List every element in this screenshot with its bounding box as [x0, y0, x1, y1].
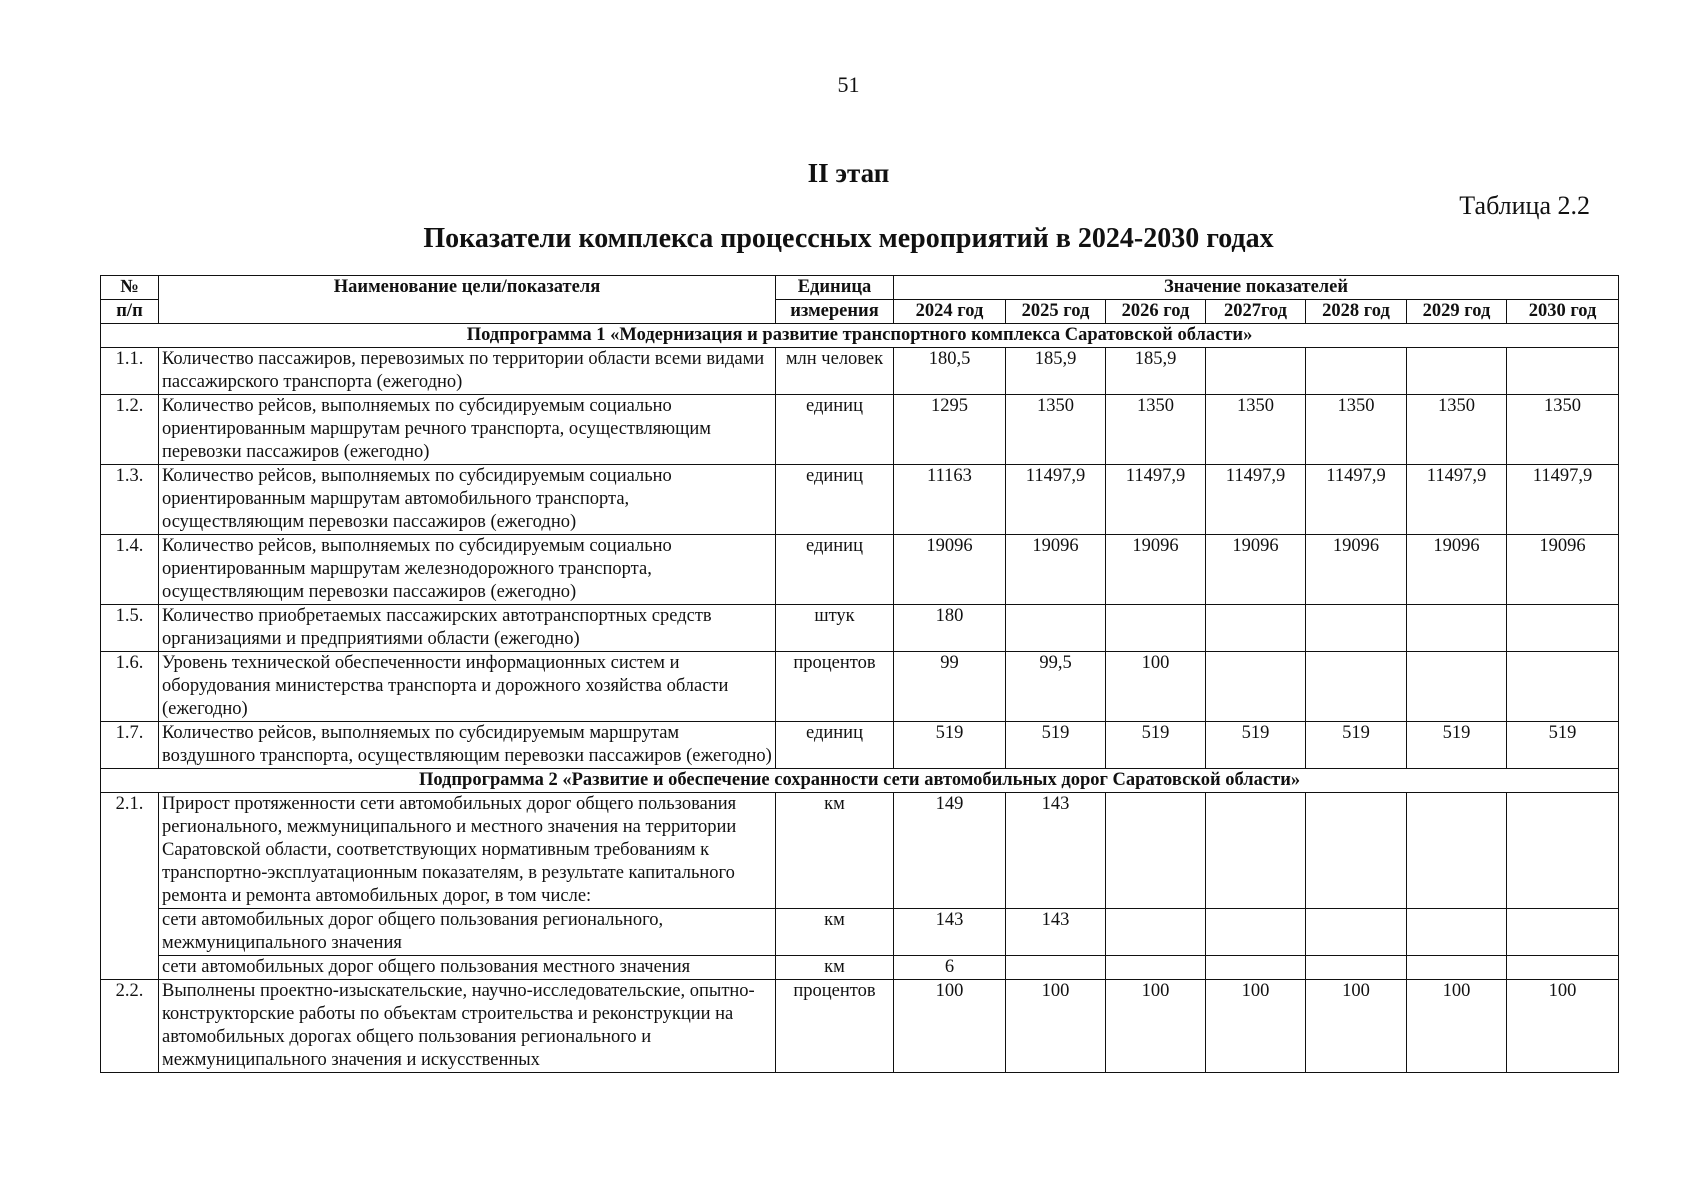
unit-cell: единиц: [776, 465, 894, 535]
value-cell: [1106, 909, 1206, 956]
unit-cell: процентов: [776, 652, 894, 722]
value-cell: 11497,9: [1206, 465, 1306, 535]
value-cell: 100: [1106, 652, 1206, 722]
value-cell: [1306, 605, 1407, 652]
value-cell: 19096: [1106, 535, 1206, 605]
row-number: 1.7.: [101, 722, 159, 769]
header-year: 2027год: [1206, 300, 1306, 324]
value-cell: 180: [894, 605, 1006, 652]
value-cell: 519: [1206, 722, 1306, 769]
row-number: 1.5.: [101, 605, 159, 652]
subprogram-row: [101, 324, 1619, 348]
value-cell: 1350: [1306, 395, 1407, 465]
subprogram-title: Подпрограмма 1 «Модернизация и развитие транспортного комплекса Саратовской области»: [101, 324, 1619, 348]
value-cell: [1206, 909, 1306, 956]
subprogram-row: [101, 769, 1619, 793]
value-cell: 1350: [1507, 395, 1619, 465]
indicator-name: сети автомобильных дорог общего пользования местного значения: [159, 956, 776, 980]
value-cell: 519: [1006, 722, 1106, 769]
value-cell: [1206, 348, 1306, 395]
value-cell: [1106, 956, 1206, 980]
value-cell: 185,9: [1006, 348, 1106, 395]
table-row: [101, 956, 1619, 980]
row-number: 1.3.: [101, 465, 159, 535]
value-cell: 1350: [1206, 395, 1306, 465]
table-row: [101, 465, 1619, 535]
indicator-name: Количество рейсов, выполняемых по субсидируемым социально ориентированным маршрутам речного транспорта, осуществляющим перевозки пассажиров (ежегодно): [159, 395, 776, 465]
value-cell: [1407, 909, 1507, 956]
value-cell: 143: [1006, 909, 1106, 956]
row-number: 1.6.: [101, 652, 159, 722]
row-number: 1.2.: [101, 395, 159, 465]
table-row: [101, 909, 1619, 956]
row-number: 2.2.: [101, 980, 159, 1073]
unit-cell: единиц: [776, 395, 894, 465]
value-cell: 180,5: [894, 348, 1006, 395]
value-cell: 519: [1507, 722, 1619, 769]
value-cell: 143: [1006, 793, 1106, 909]
table-row: [101, 605, 1619, 652]
value-cell: 1350: [1106, 395, 1206, 465]
header-year: 2028 год: [1306, 300, 1407, 324]
value-cell: 11497,9: [1507, 465, 1619, 535]
header-year: 2025 год: [1006, 300, 1106, 324]
value-cell: [1306, 652, 1407, 722]
unit-cell: процентов: [776, 980, 894, 1073]
value-cell: 100: [1106, 980, 1206, 1073]
value-cell: 519: [1306, 722, 1407, 769]
header-year: 2030 год: [1507, 300, 1619, 324]
value-cell: 100: [894, 980, 1006, 1073]
indicator-name: Количество рейсов, выполняемых по субсидируемым социально ориентированным маршрутам железнодорожного транспорта, осуществляющим перевозки пассажиров (ежегодно): [159, 535, 776, 605]
page-number: 51: [837, 72, 860, 97]
value-cell: [1507, 348, 1619, 395]
header-unit-line2: измерения: [776, 300, 894, 324]
header-values-group: Значение показателей: [894, 276, 1619, 300]
table-title: Показатели комплекса процессных мероприятий в 2024-2030 годах: [423, 223, 1274, 254]
header-name: Наименование цели/показателя: [159, 276, 776, 324]
value-cell: [1006, 956, 1106, 980]
value-cell: 19096: [1006, 535, 1106, 605]
value-cell: 99: [894, 652, 1006, 722]
indicator-name: Количество рейсов, выполняемых по субсидируемым социально ориентированным маршрутам автомобильного транспорта, осуществляющим перевозки пассажиров (ежегодно): [159, 465, 776, 535]
value-cell: 1350: [1006, 395, 1106, 465]
value-cell: 1295: [894, 395, 1006, 465]
value-cell: 100: [1206, 980, 1306, 1073]
unit-cell: единиц: [776, 722, 894, 769]
value-cell: 143: [894, 909, 1006, 956]
subprogram-title: Подпрограмма 2 «Развитие и обеспечение сохранности сети автомобильных дорог Саратовской области»: [101, 769, 1619, 793]
value-cell: [1206, 793, 1306, 909]
value-cell: [1407, 956, 1507, 980]
value-cell: 185,9: [1106, 348, 1206, 395]
value-cell: [1106, 793, 1206, 909]
header-year: 2026 год: [1106, 300, 1206, 324]
header-num-line2: п/п: [101, 300, 159, 324]
value-cell: 519: [894, 722, 1006, 769]
value-cell: [1407, 348, 1507, 395]
value-cell: [1006, 605, 1106, 652]
value-cell: [1206, 605, 1306, 652]
stage-title: II этап: [807, 158, 890, 188]
table-row: [101, 722, 1619, 769]
header-year: 2029 год: [1407, 300, 1507, 324]
value-cell: 11497,9: [1006, 465, 1106, 535]
value-cell: [1306, 793, 1407, 909]
row-number: 1.4.: [101, 535, 159, 605]
value-cell: 519: [1407, 722, 1507, 769]
value-cell: 19096: [1507, 535, 1619, 605]
value-cell: [1106, 605, 1206, 652]
value-cell: [1206, 652, 1306, 722]
value-cell: [1507, 793, 1619, 909]
value-cell: [1407, 605, 1507, 652]
value-cell: 149: [894, 793, 1006, 909]
value-cell: 11163: [894, 465, 1006, 535]
table-row: [101, 395, 1619, 465]
table-row: [101, 348, 1619, 395]
value-cell: [1306, 909, 1407, 956]
table-row: [101, 980, 1619, 1073]
table-row: [101, 652, 1619, 722]
indicator-name: Прирост протяженности сети автомобильных дорог общего пользования регионального, межмуниципального и местного значения на территории Саратовской области, соответствующих нормативным требованиям к транспортно-эксплуатационным показателям, в результате капитального ремонта и ремонта автомобильных дорог, в том числе:: [159, 793, 776, 909]
value-cell: 1350: [1407, 395, 1507, 465]
value-cell: 11497,9: [1306, 465, 1407, 535]
value-cell: [1507, 605, 1619, 652]
header-num: №: [101, 276, 159, 300]
indicator-name: Количество рейсов, выполняемых по субсидируемым маршрутам воздушного транспорта, осуществляющим перевозки пассажиров (ежегодно): [159, 722, 776, 769]
value-cell: 6: [894, 956, 1006, 980]
value-cell: [1507, 956, 1619, 980]
value-cell: 100: [1306, 980, 1407, 1073]
value-cell: 519: [1106, 722, 1206, 769]
value-cell: 100: [1006, 980, 1106, 1073]
indicator-name: Уровень технической обеспеченности информационных систем и оборудования министерства транспорта и дорожного хозяйства области (ежегодно): [159, 652, 776, 722]
value-cell: [1306, 956, 1407, 980]
unit-cell: млн человек: [776, 348, 894, 395]
value-cell: 11497,9: [1106, 465, 1206, 535]
value-cell: 99,5: [1006, 652, 1106, 722]
unit-cell: км: [776, 793, 894, 909]
table-row: [101, 793, 1619, 909]
value-cell: [1306, 348, 1407, 395]
table-row: [101, 535, 1619, 605]
unit-cell: км: [776, 956, 894, 980]
value-cell: [1507, 909, 1619, 956]
row-number: 1.1.: [101, 348, 159, 395]
value-cell: 100: [1407, 980, 1507, 1073]
indicators-table: [100, 275, 1619, 1073]
value-cell: [1206, 956, 1306, 980]
value-cell: 11497,9: [1407, 465, 1507, 535]
header-year: 2024 год: [894, 300, 1006, 324]
value-cell: [1407, 652, 1507, 722]
table-body: [101, 324, 1619, 1073]
unit-cell: штук: [776, 605, 894, 652]
unit-cell: единиц: [776, 535, 894, 605]
indicator-name: Количество пассажиров, перевозимых по территории области всеми видами пассажирского транспорта (ежегодно): [159, 348, 776, 395]
indicator-name: сети автомобильных дорог общего пользования регионального, межмуниципального значения: [159, 909, 776, 956]
value-cell: [1407, 793, 1507, 909]
value-cell: 19096: [1206, 535, 1306, 605]
value-cell: 100: [1507, 980, 1619, 1073]
value-cell: [1507, 652, 1619, 722]
indicator-name: Выполнены проектно-изыскательские, научно-исследовательские, опытно-конструкторские работы по объектам строительства и реконструкции на автомобильных дорогах общего пользования регионального и межмуниципального значения и искусственных: [159, 980, 776, 1073]
value-cell: 19096: [1407, 535, 1507, 605]
value-cell: 19096: [1306, 535, 1407, 605]
row-number: 2.1.: [101, 793, 159, 980]
indicator-name: Количество приобретаемых пассажирских автотранспортных средств организациями и предприятиями области (ежегодно): [159, 605, 776, 652]
header-row-1: [101, 276, 1619, 300]
value-cell: 19096: [894, 535, 1006, 605]
table-label: Таблица 2.2: [1459, 191, 1590, 220]
header-unit: Единица: [776, 276, 894, 300]
unit-cell: км: [776, 909, 894, 956]
